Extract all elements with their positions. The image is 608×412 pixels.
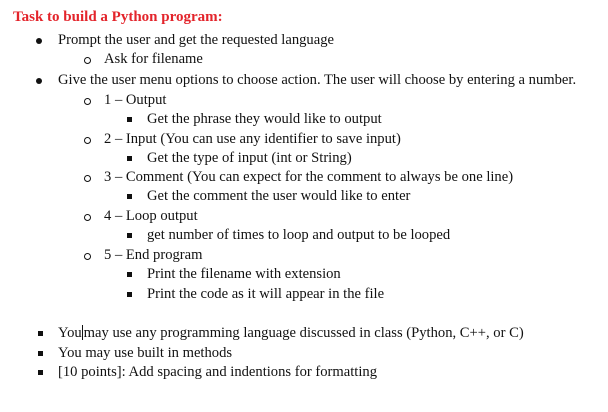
bullet-circle-icon bbox=[84, 137, 91, 144]
task-title: Task to build a Python program: bbox=[13, 9, 223, 25]
option-end-detail-code: Print the code as it will appear in the file bbox=[147, 286, 385, 302]
bullet-square-icon bbox=[127, 292, 132, 297]
sub-bullet-filename: Ask for filename bbox=[104, 51, 203, 67]
note-languages-rest: may use any programming language discussed in class (Python, C++, or C) bbox=[83, 325, 524, 341]
bullet-square-icon bbox=[127, 233, 132, 238]
option-loop-output: 4 – Loop output bbox=[104, 208, 198, 224]
bullet-circle-icon bbox=[84, 57, 91, 64]
bullet-square-icon bbox=[127, 272, 132, 277]
bullet-disc-icon bbox=[36, 38, 42, 44]
note-built-in-methods: You may use built in methods bbox=[58, 345, 233, 361]
option-comment-detail: Get the comment the user would like to enter bbox=[147, 188, 411, 204]
bullet-square-icon bbox=[127, 156, 132, 161]
bullet-circle-icon bbox=[84, 98, 91, 105]
bullet-square-icon bbox=[127, 117, 132, 122]
option-input: 2 – Input (You can use any identifier to save input) bbox=[104, 131, 401, 147]
option-output-detail: Get the phrase they would like to output bbox=[147, 111, 382, 127]
option-end-detail-filename: Print the filename with extension bbox=[147, 266, 341, 282]
bullet-square-icon bbox=[127, 194, 132, 199]
bullet-prompt-language: Prompt the user and get the requested language bbox=[58, 32, 334, 48]
bullet-square-icon bbox=[38, 370, 43, 375]
bullet-circle-icon bbox=[84, 175, 91, 182]
note-languages bbox=[58, 324, 524, 342]
bullet-square-icon bbox=[38, 331, 43, 336]
option-end-program: 5 – End program bbox=[104, 247, 203, 263]
bullet-square-icon bbox=[38, 351, 43, 356]
note-formatting-points: [10 points]: Add spacing and indentions for formatting bbox=[58, 364, 377, 380]
option-input-detail: Get the type of input (int or String) bbox=[147, 150, 352, 166]
option-comment: 3 – Comment (You can expect for the comment to always be one line) bbox=[104, 169, 514, 185]
option-output: 1 – Output bbox=[104, 92, 167, 108]
bullet-disc-icon bbox=[36, 78, 42, 84]
note-languages-start: You bbox=[58, 325, 82, 341]
bullet-menu-options: Give the user menu options to choose action. The user will choose by entering a number. bbox=[58, 72, 577, 88]
bullet-circle-icon bbox=[84, 214, 91, 221]
option-loop-detail: get number of times to loop and output to be looped bbox=[147, 227, 451, 243]
bullet-circle-icon bbox=[84, 253, 91, 260]
